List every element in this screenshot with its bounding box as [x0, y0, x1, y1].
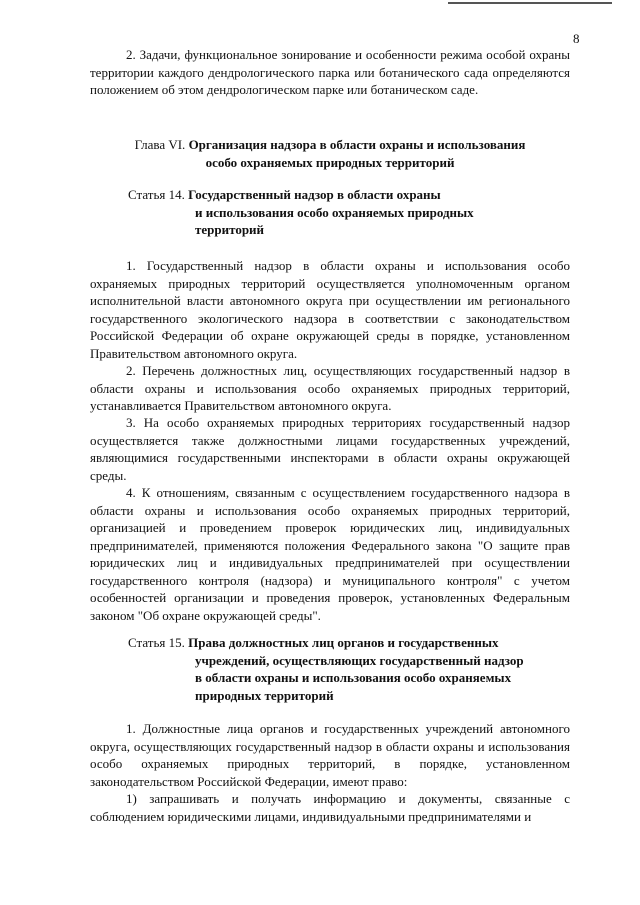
chapter-heading	[90, 136, 570, 171]
article-14-paragraph-2: 2. Перечень должностных лиц, осуществляющих государственный надзор в области охраны и использования особо охраняемых природных территорий, устанавливается Правительством автономного округа.	[90, 363, 570, 413]
article-15-paragraph-1: 1. Должностные лица органов и государственных учреждений автономного округа, осуществляющих государственный надзор в области охраны и использования особо охраняемых природных территорий, в порядке, установленном законодательством Российской Федерации, имеют право:	[90, 721, 570, 789]
article-14-paragraph-3: 3. На особо охраняемых природных территориях государственный надзор осуществляется также должностными лицами государственных учреждений, являющимися государственными инспекторами в области охраны окружающей среды.	[90, 415, 570, 483]
article-15-prefix: Статья 15.	[128, 635, 185, 650]
article-15-title-line4: природных территорий	[195, 687, 334, 703]
chapter-title-line2: особо охраняемых природных территорий	[205, 154, 455, 170]
article-14-heading	[128, 186, 568, 239]
article-14-title-line1: Государственный надзор в области охраны	[188, 187, 441, 202]
article-15-title-line1: Права должностных лиц органов и государственных	[188, 635, 499, 650]
article-14-paragraph-1: 1. Государственный надзор в области охраны и использования особо охраняемых природных территорий осуществляется уполномоченным органом исполнительной власти автономного округа при осуществлении им регионального государственного экологического надзора в соответствии с законодательством Российской Федерации об охране окружающей среды в порядке, установленном Правительством автономного округа.	[90, 258, 570, 361]
chapter-prefix: Глава VI.	[134, 137, 186, 152]
header-rule	[448, 2, 612, 4]
article-14-prefix: Статья 14.	[128, 187, 185, 202]
page-number: 8	[573, 31, 580, 46]
article-15-heading	[128, 634, 568, 704]
intro-paragraph: 2. Задачи, функциональное зонирование и особенности режима особой охраны территории каждого дендрологического парка или ботанического сада определяются положением об этом дендрологическом парке или ботаническом саде.	[90, 47, 570, 97]
article-15-title-line3: в области охраны и использования особо охраняемых	[195, 670, 512, 685]
chapter-title-line1: Организация надзора в области охраны и использования	[188, 137, 526, 152]
article-14-paragraph-4: 4. К отношениям, связанным с осуществлением государственного надзора в области охраны и использования особо охраняемых природных территорий, организацией и проведением проверок юридических лиц, индивидуальных предпринимателей, применяются положения Федерального закона "О защите прав юридических лиц и индивидуальных предпринимателей при осуществлении государственного контроля (надзора) и муниципального контроля" с учетом особенностей организации и проведения проверок, установленных Федеральным законом "Об охране окружающей среды".	[90, 485, 570, 623]
article-15-paragraph-2: 1) запрашивать и получать информацию и документы, связанные с соблюдением юридическими лицами, индивидуальными предпринимателями и	[90, 791, 570, 824]
article-14-title-line2: и использования особо охраняемых природных	[195, 204, 474, 220]
article-15-title-line2: учреждений, осуществляющих государственный надзор	[195, 652, 524, 668]
article-14-title-line3: территорий	[195, 222, 265, 237]
